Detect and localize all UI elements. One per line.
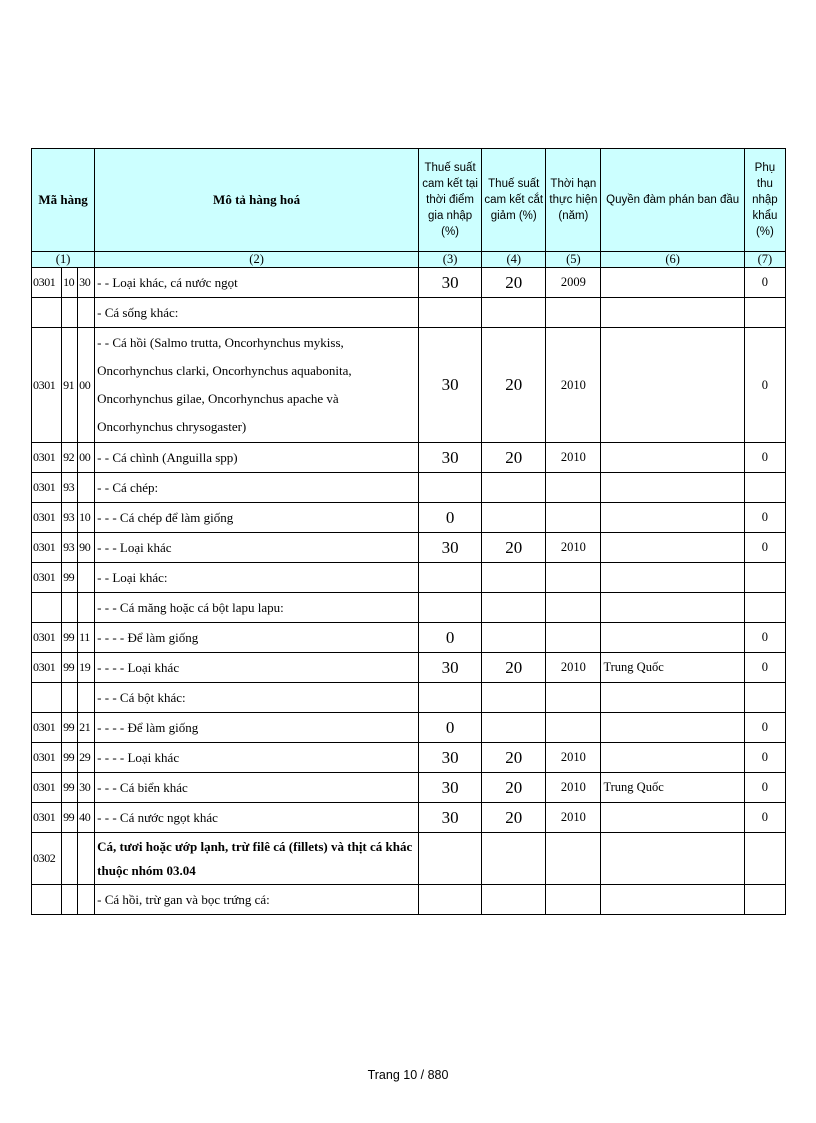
hs-code-item: 30 — [78, 773, 95, 803]
hs-code-subheading: 93 — [62, 533, 78, 563]
header-ma-hang: Mã hàng — [32, 149, 95, 252]
implementation-year: 2010 — [546, 653, 601, 683]
implementation-year — [546, 623, 601, 653]
rate-at-accession: 30 — [419, 328, 482, 443]
rate-committed-cut — [482, 885, 546, 915]
header-term: Thời hạn thực hiện (năm) — [546, 149, 601, 252]
rate-at-accession — [419, 473, 482, 503]
hs-code-heading: 0301 — [32, 443, 62, 473]
rate-committed-cut: 20 — [482, 328, 546, 443]
header-mo-ta: Mô tả hàng hoá — [95, 149, 419, 252]
hs-code-item: 10 — [78, 503, 95, 533]
initial-negotiating-right — [601, 503, 744, 533]
implementation-year — [546, 683, 601, 713]
hs-code-subheading: 10 — [62, 268, 78, 298]
initial-negotiating-right: Trung Quốc — [601, 653, 744, 683]
table-row — [32, 773, 786, 803]
implementation-year — [546, 298, 601, 328]
hs-code-item: 90 — [78, 533, 95, 563]
hs-code-subheading: 99 — [62, 623, 78, 653]
hs-code-item: 21 — [78, 713, 95, 743]
implementation-year — [546, 713, 601, 743]
rate-at-accession: 0 — [419, 713, 482, 743]
hs-code-subheading — [62, 683, 78, 713]
import-surcharge: 0 — [744, 623, 785, 653]
table-row — [32, 533, 786, 563]
goods-description: - - - Cá măng hoặc cá bột lapu lapu: — [95, 593, 419, 623]
goods-description: - - Loại khác: — [95, 563, 419, 593]
hs-code-subheading: 93 — [62, 473, 78, 503]
column-number: (4) — [482, 252, 546, 268]
rate-at-accession: 0 — [419, 623, 482, 653]
table-row — [32, 298, 786, 328]
initial-negotiating-right — [601, 533, 744, 563]
implementation-year — [546, 563, 601, 593]
table-row — [32, 833, 786, 885]
table-row — [32, 473, 786, 503]
initial-negotiating-right — [601, 885, 744, 915]
hs-code-subheading — [62, 593, 78, 623]
initial-negotiating-right — [601, 298, 744, 328]
implementation-year — [546, 593, 601, 623]
column-number: (5) — [546, 252, 601, 268]
hs-code-heading: 0302 — [32, 833, 62, 885]
hs-code-subheading: 99 — [62, 743, 78, 773]
hs-code-heading: 0301 — [32, 803, 62, 833]
rate-committed-cut — [482, 713, 546, 743]
header-rate-cut: Thuế suất cam kết cắt giảm (%) — [482, 149, 546, 252]
rate-at-accession: 30 — [419, 268, 482, 298]
import-surcharge: 0 — [744, 328, 785, 443]
import-surcharge: 0 — [744, 743, 785, 773]
header-negotiation: Quyền đàm phán ban đầu — [601, 149, 744, 252]
goods-description: - - - - Loại khác — [95, 743, 419, 773]
goods-description: - Cá hồi, trừ gan và bọc trứng cá: — [95, 885, 419, 915]
goods-description: - - - Cá bột khác: — [95, 683, 419, 713]
implementation-year — [546, 885, 601, 915]
goods-description: - - Cá chình (Anguilla spp) — [95, 443, 419, 473]
rate-committed-cut — [482, 563, 546, 593]
initial-negotiating-right — [601, 833, 744, 885]
goods-description: Cá, tươi hoặc ướp lạnh, trừ filê cá (fillets) và thịt cá khác thuộc nhóm 03.04 — [95, 833, 419, 885]
rate-at-accession — [419, 885, 482, 915]
initial-negotiating-right — [601, 743, 744, 773]
goods-description: - - - Cá chép để làm giống — [95, 503, 419, 533]
hs-code-subheading — [62, 833, 78, 885]
hs-code-subheading: 92 — [62, 443, 78, 473]
hs-code-item — [78, 683, 95, 713]
table-row — [32, 683, 786, 713]
hs-code-heading — [32, 593, 62, 623]
rate-committed-cut — [482, 593, 546, 623]
goods-description: - - - Cá biển khác — [95, 773, 419, 803]
rate-committed-cut: 20 — [482, 533, 546, 563]
hs-code-heading: 0301 — [32, 713, 62, 743]
hs-code-item: 11 — [78, 623, 95, 653]
hs-code-subheading: 99 — [62, 713, 78, 743]
table-row — [32, 713, 786, 743]
hs-code-heading: 0301 — [32, 743, 62, 773]
import-surcharge: 0 — [744, 713, 785, 743]
page-footer: Trang 10 / 880 — [367, 1068, 449, 1082]
goods-description: - - - - Loại khác — [95, 653, 419, 683]
initial-negotiating-right: Trung Quốc — [601, 773, 744, 803]
hs-code-heading — [32, 683, 62, 713]
import-surcharge — [744, 885, 785, 915]
header-row — [32, 149, 786, 252]
implementation-year: 2010 — [546, 803, 601, 833]
goods-description: - - - Cá nước ngọt khác — [95, 803, 419, 833]
rate-committed-cut: 20 — [482, 773, 546, 803]
hs-code-item: 00 — [78, 328, 95, 443]
hs-code-heading: 0301 — [32, 328, 62, 443]
import-surcharge — [744, 593, 785, 623]
import-surcharge: 0 — [744, 653, 785, 683]
goods-description: - - - - Để làm giống — [95, 713, 419, 743]
import-surcharge: 0 — [744, 503, 785, 533]
hs-code-item: 19 — [78, 653, 95, 683]
rate-committed-cut: 20 — [482, 743, 546, 773]
hs-code-item — [78, 885, 95, 915]
hs-code-subheading: 99 — [62, 773, 78, 803]
hs-code-heading: 0301 — [32, 563, 62, 593]
implementation-year: 2010 — [546, 443, 601, 473]
hs-code-item: 29 — [78, 743, 95, 773]
goods-description: - - Loại khác, cá nước ngọt — [95, 268, 419, 298]
rate-committed-cut — [482, 833, 546, 885]
import-surcharge: 0 — [744, 533, 785, 563]
rate-at-accession — [419, 683, 482, 713]
hs-code-heading: 0301 — [32, 473, 62, 503]
column-number: (1) — [32, 252, 95, 268]
table-row — [32, 623, 786, 653]
initial-negotiating-right — [601, 473, 744, 503]
implementation-year: 2009 — [546, 268, 601, 298]
import-surcharge: 0 — [744, 268, 785, 298]
import-surcharge: 0 — [744, 773, 785, 803]
initial-negotiating-right — [601, 803, 744, 833]
header-rate-join: Thuế suất cam kết tại thời điểm gia nhập (%) — [419, 149, 482, 252]
table-row — [32, 885, 786, 915]
goods-description: - - - Loại khác — [95, 533, 419, 563]
hs-code-item — [78, 473, 95, 503]
import-surcharge — [744, 473, 785, 503]
implementation-year — [546, 503, 601, 533]
implementation-year — [546, 473, 601, 503]
table-row — [32, 743, 786, 773]
initial-negotiating-right — [601, 328, 744, 443]
rate-committed-cut: 20 — [482, 803, 546, 833]
rate-committed-cut — [482, 683, 546, 713]
rate-committed-cut: 20 — [482, 653, 546, 683]
rate-committed-cut — [482, 298, 546, 328]
initial-negotiating-right — [601, 563, 744, 593]
column-number: (7) — [744, 252, 785, 268]
table-row — [32, 653, 786, 683]
hs-code-item: 40 — [78, 803, 95, 833]
hs-code-item: 00 — [78, 443, 95, 473]
table-row — [32, 503, 786, 533]
rate-at-accession: 30 — [419, 743, 482, 773]
goods-description: - - Cá chép: — [95, 473, 419, 503]
header-surcharge: Phụ thu nhập khẩu (%) — [744, 149, 785, 252]
implementation-year — [546, 833, 601, 885]
table-row — [32, 328, 786, 443]
hs-code-subheading: 91 — [62, 328, 78, 443]
rate-committed-cut — [482, 503, 546, 533]
rate-at-accession: 0 — [419, 503, 482, 533]
hs-code-subheading: 93 — [62, 503, 78, 533]
hs-code-heading: 0301 — [32, 773, 62, 803]
hs-code-item: 30 — [78, 268, 95, 298]
import-surcharge — [744, 833, 785, 885]
initial-negotiating-right — [601, 683, 744, 713]
rate-at-accession: 30 — [419, 803, 482, 833]
table-row — [32, 593, 786, 623]
hs-code-heading: 0301 — [32, 653, 62, 683]
column-number: (3) — [419, 252, 482, 268]
hs-code-heading — [32, 885, 62, 915]
rate-at-accession — [419, 298, 482, 328]
tariff-table — [31, 148, 786, 915]
implementation-year: 2010 — [546, 743, 601, 773]
initial-negotiating-right — [601, 268, 744, 298]
column-number: (6) — [601, 252, 744, 268]
column-number: (2) — [95, 252, 419, 268]
import-surcharge — [744, 298, 785, 328]
hs-code-item — [78, 593, 95, 623]
hs-code-subheading: 99 — [62, 563, 78, 593]
rate-at-accession: 30 — [419, 443, 482, 473]
table-row — [32, 268, 786, 298]
hs-code-item — [78, 833, 95, 885]
initial-negotiating-right — [601, 593, 744, 623]
goods-description: - - - - Để làm giống — [95, 623, 419, 653]
rate-at-accession — [419, 593, 482, 623]
hs-code-heading — [32, 298, 62, 328]
import-surcharge: 0 — [744, 443, 785, 473]
hs-code-heading: 0301 — [32, 533, 62, 563]
import-surcharge — [744, 683, 785, 713]
rate-committed-cut — [482, 473, 546, 503]
rate-committed-cut: 20 — [482, 268, 546, 298]
hs-code-item — [78, 298, 95, 328]
hs-code-subheading: 99 — [62, 803, 78, 833]
hs-code-subheading — [62, 298, 78, 328]
rate-at-accession: 30 — [419, 653, 482, 683]
table-row — [32, 563, 786, 593]
hs-code-subheading — [62, 885, 78, 915]
table-row — [32, 443, 786, 473]
rate-committed-cut — [482, 623, 546, 653]
initial-negotiating-right — [601, 443, 744, 473]
hs-code-item — [78, 563, 95, 593]
hs-code-heading: 0301 — [32, 503, 62, 533]
rate-committed-cut: 20 — [482, 443, 546, 473]
rate-at-accession: 30 — [419, 773, 482, 803]
rate-at-accession — [419, 563, 482, 593]
goods-description: - Cá sống khác: — [95, 298, 419, 328]
hs-code-heading: 0301 — [32, 268, 62, 298]
hs-code-subheading: 99 — [62, 653, 78, 683]
rate-at-accession — [419, 833, 482, 885]
rate-at-accession: 30 — [419, 533, 482, 563]
implementation-year: 2010 — [546, 533, 601, 563]
column-number-row — [32, 252, 786, 268]
initial-negotiating-right — [601, 713, 744, 743]
implementation-year: 2010 — [546, 773, 601, 803]
hs-code-heading: 0301 — [32, 623, 62, 653]
initial-negotiating-right — [601, 623, 744, 653]
import-surcharge: 0 — [744, 803, 785, 833]
implementation-year: 2010 — [546, 328, 601, 443]
table-row — [32, 803, 786, 833]
import-surcharge — [744, 563, 785, 593]
goods-description: - - Cá hồi (Salmo trutta, Oncorhynchus mykiss, Oncorhynchus clarki, Oncorhynchus aquabonita, Oncorhynchus gilae, Oncorhynchus apache và Oncorhynchus chrysogaster) — [95, 328, 419, 443]
